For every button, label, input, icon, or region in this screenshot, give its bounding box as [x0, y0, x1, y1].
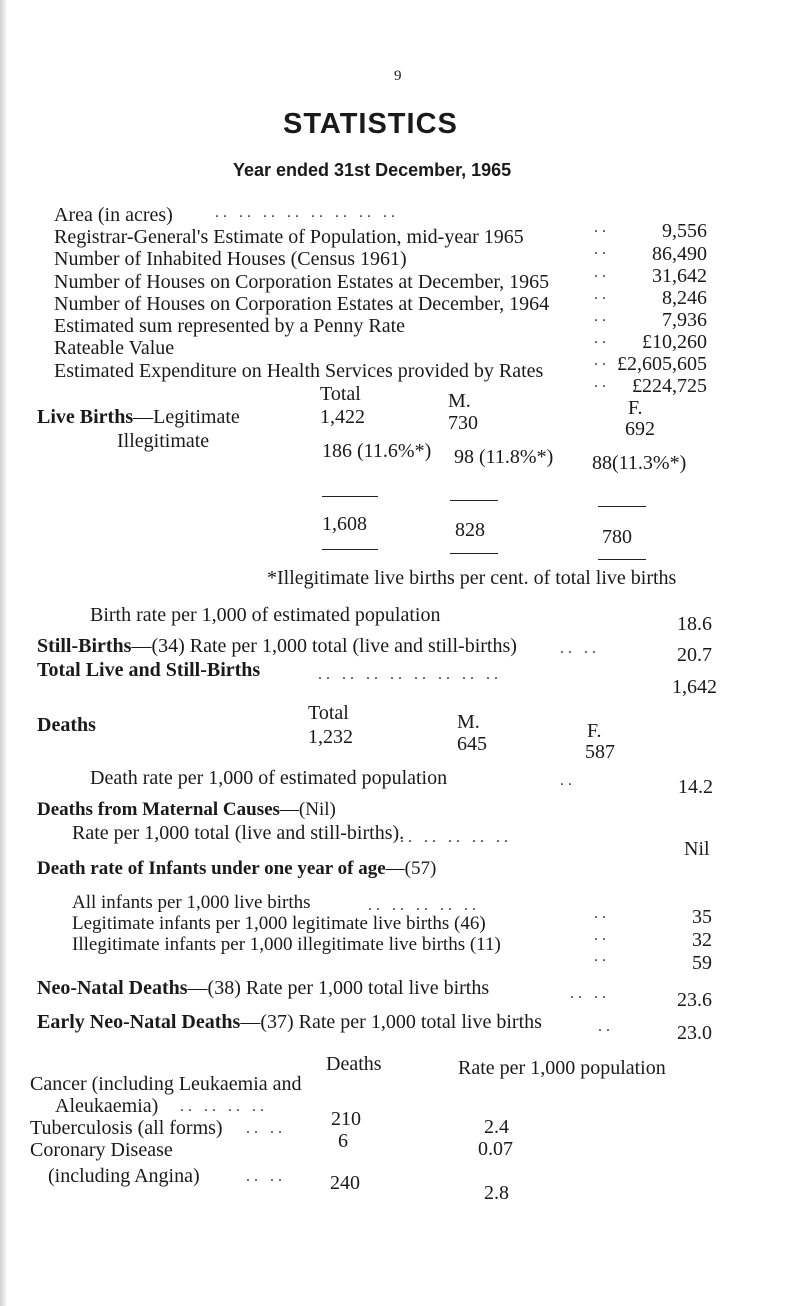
- deaths-col-f: F.: [587, 720, 602, 742]
- inhabited-houses-label: Number of Inhabited Houses (Census 1961): [54, 248, 407, 270]
- causes-col-rate: Rate per 1,000 population: [458, 1057, 666, 1079]
- sum-rule: [450, 553, 498, 554]
- maternal-heading: Deaths from Maternal Causes: [37, 799, 280, 820]
- corporation-houses-1965-label: Number of Houses on Corporation Estates at December, 1965: [54, 271, 550, 293]
- infant-deaths-heading: Death rate of Infants under one year of age: [37, 858, 386, 879]
- live-births-dash: —: [133, 406, 154, 428]
- corporation-houses-1964-value: 7,936: [662, 309, 707, 331]
- illegitimate-f: 88(11.3%*): [592, 452, 687, 474]
- leader-dots: ..: [560, 772, 576, 789]
- corporation-houses-1964-label: Number of Houses on Corporation Estates at December, 1964: [54, 293, 550, 315]
- leader-dots: .. ..: [246, 1120, 286, 1137]
- early-neo-natal-label: —(37) Rate per 1,000 total live births: [240, 1011, 542, 1033]
- live-births-col-m: M.: [448, 390, 471, 412]
- leader-dots: .. .. .. .. .. .. .. ..: [318, 666, 502, 683]
- rateable-value-label: Rateable Value: [54, 337, 175, 359]
- live-births-sum-total: 1,608: [322, 513, 367, 535]
- illegitimate-total: 186 (11.6%*): [322, 440, 432, 462]
- legitimate-infants-value: 32: [692, 929, 712, 951]
- cancer-deaths: 210: [331, 1108, 361, 1130]
- deaths-col-m: M.: [457, 711, 480, 733]
- page-subtitle: Year ended 31st December, 1965: [233, 160, 512, 180]
- neo-natal-heading: Neo-Natal Deaths: [37, 977, 188, 999]
- rateable-value-value: £2,605,605: [617, 353, 707, 375]
- coronary-label-line2: (including Angina): [48, 1165, 200, 1187]
- health-expenditure-label: Estimated Expenditure on Health Services provided by Rates: [54, 360, 544, 382]
- page-title: STATISTICS: [283, 108, 458, 140]
- sum-rule: [322, 549, 378, 550]
- penny-rate-label: Estimated sum represented by a Penny Rate: [54, 315, 406, 337]
- birth-rate-value: 18.6: [677, 613, 712, 635]
- population-label: Registrar-General's Estimate of Population, mid-year 1965: [54, 226, 524, 248]
- leader-dots: ..: [594, 264, 610, 281]
- total-live-still-label: Total Live and Still-Births: [37, 659, 261, 681]
- still-births-heading: Still-Births: [37, 635, 132, 657]
- all-infants-label: All infants per 1,000 live births: [72, 892, 311, 913]
- scan-edge-shadow: [0, 0, 6, 1306]
- live-births-col-f: F.: [628, 397, 643, 419]
- leader-dots: ..: [594, 219, 610, 236]
- cancer-label-line1: Cancer (including Leukaemia and: [30, 1073, 302, 1095]
- still-births-label: —(34) Rate per 1,000 total (live and still-births): [131, 635, 517, 657]
- leader-dots: .. ..: [570, 985, 610, 1002]
- live-births-sum-f: 780: [602, 526, 632, 548]
- tuberculosis-rate: 0.07: [478, 1138, 513, 1160]
- area-value: 9,556: [662, 220, 707, 242]
- coronary-rate: 2.8: [484, 1182, 509, 1204]
- coronary-deaths: 240: [330, 1172, 360, 1194]
- leader-dots: .. ..: [560, 640, 600, 657]
- penny-rate-value: £10,260: [642, 331, 707, 353]
- leader-dots: ..: [594, 352, 610, 369]
- birth-rate-label: Birth rate per 1,000 of estimated population: [90, 604, 441, 626]
- deaths-f: 587: [585, 741, 615, 763]
- leader-dots: .. .. .. ..: [180, 1098, 268, 1115]
- leader-dots: ..: [594, 905, 610, 922]
- leader-dots: ..: [594, 927, 610, 944]
- leader-dots: ..: [598, 1018, 614, 1035]
- inhabited-houses-value: 31,642: [652, 265, 707, 287]
- illegitimate-label: Illegitimate: [117, 430, 210, 452]
- leader-dots: ..: [594, 308, 610, 325]
- sum-rule: [598, 559, 646, 560]
- cancer-label-line2: Aleukaemia): [55, 1095, 159, 1117]
- leader-dots: .. ..: [246, 1168, 286, 1185]
- illegitimate-infants-label: Illegitimate infants per 1,000 illegitimate live births (11): [72, 934, 501, 955]
- deaths-col-total: Total: [308, 702, 349, 724]
- early-neo-natal-value: 23.0: [677, 1022, 712, 1044]
- tuberculosis-label: Tuberculosis (all forms): [30, 1117, 223, 1139]
- total-live-still-value: 1,642: [672, 676, 717, 698]
- death-rate-label: Death rate per 1,000 of estimated population: [90, 767, 448, 789]
- leader-dots: .. .. .. .. ..: [400, 829, 512, 846]
- leader-dots: ..: [594, 286, 610, 303]
- live-births-col-total: Total: [320, 383, 361, 405]
- leader-dots: .. .. .. .. .. .. .. ..: [215, 204, 399, 221]
- page-number: 9: [394, 68, 402, 84]
- early-neo-natal-heading: Early Neo-Natal Deaths: [37, 1011, 241, 1033]
- corporation-houses-1965-value: 8,246: [662, 287, 707, 309]
- illegitimate-m: 98 (11.8%*): [454, 446, 554, 468]
- leader-dots: ..: [594, 241, 610, 258]
- legitimate-label: Legitimate: [153, 406, 240, 428]
- maternal-label: Rate per 1,000 total (live and still-births).: [72, 822, 405, 844]
- all-infants-value: 35: [692, 906, 712, 928]
- death-rate-value: 14.2: [678, 776, 713, 798]
- coronary-label-line1: Coronary Disease: [30, 1139, 173, 1161]
- population-value: 86,490: [652, 243, 707, 265]
- neo-natal-label: —(38) Rate per 1,000 total live births: [187, 977, 490, 999]
- legitimate-total: 1,422: [320, 406, 365, 428]
- legitimate-f: 692: [625, 418, 655, 440]
- tuberculosis-deaths: 6: [338, 1130, 348, 1152]
- deaths-m: 645: [457, 733, 487, 755]
- legitimate-m: 730: [448, 412, 478, 434]
- sum-rule: [598, 506, 646, 507]
- illegitimate-footnote: *Illegitimate live births per cent. of total live births: [267, 567, 677, 589]
- live-births-sum-m: 828: [455, 519, 485, 541]
- maternal-value: Nil: [684, 838, 710, 860]
- leader-dots: ..: [594, 330, 610, 347]
- sum-rule: [450, 500, 498, 501]
- deaths-heading: Deaths: [37, 714, 96, 736]
- leader-dots: .. .. .. .. ..: [368, 897, 480, 914]
- illegitimate-infants-value: 59: [692, 952, 712, 974]
- cancer-rate: 2.4: [484, 1116, 509, 1138]
- maternal-heading-suffix: —(Nil): [279, 799, 336, 820]
- neo-natal-value: 23.6: [677, 989, 712, 1011]
- infant-deaths-heading-suffix: —(57): [385, 858, 437, 879]
- sum-rule: [322, 496, 378, 497]
- still-births-value: 20.7: [677, 644, 712, 666]
- leader-dots: ..: [594, 948, 610, 965]
- live-births-heading: Live Births: [37, 406, 134, 428]
- area-label: Area (in acres): [54, 204, 173, 226]
- deaths-total: 1,232: [308, 726, 353, 748]
- causes-col-deaths: Deaths: [326, 1053, 382, 1075]
- leader-dots: ..: [594, 374, 610, 391]
- health-expenditure-value: £224,725: [632, 375, 707, 397]
- legitimate-infants-label: Legitimate infants per 1,000 legitimate live births (46): [72, 913, 486, 934]
